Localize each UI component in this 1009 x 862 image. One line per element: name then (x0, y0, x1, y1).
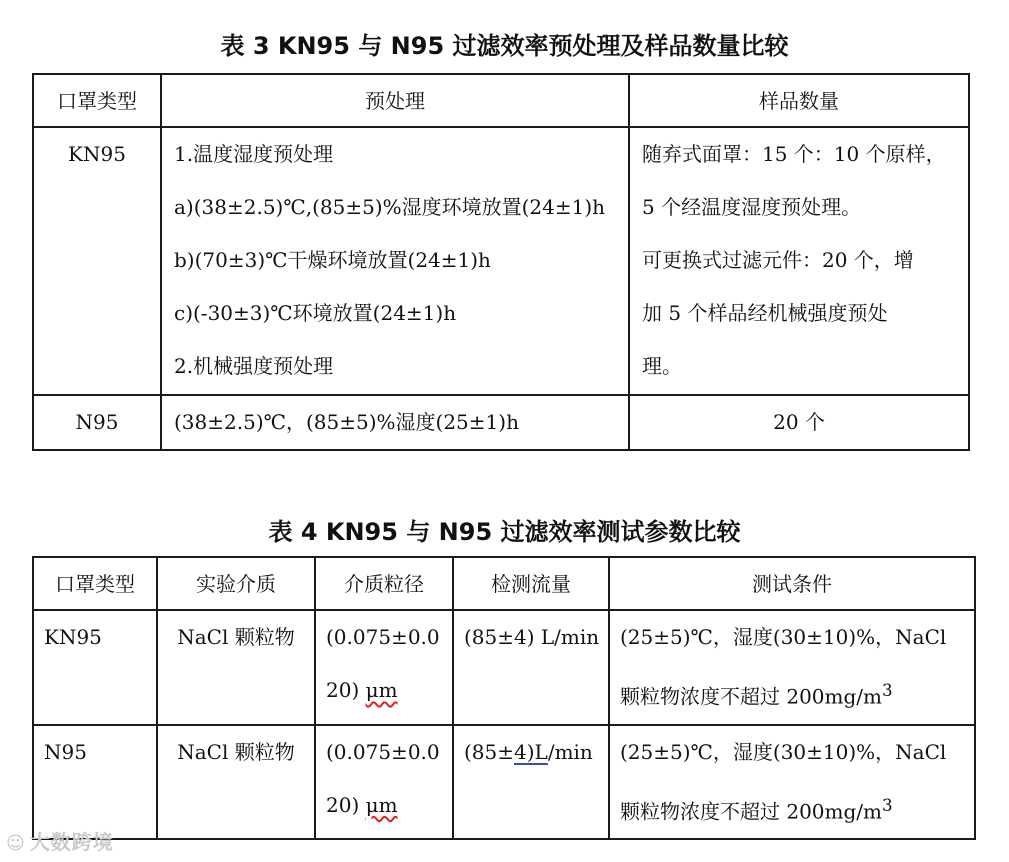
size-prefix: 20) (326, 678, 366, 702)
text-line: 2.机械强度预处理 (174, 354, 334, 378)
table-row (33, 395, 969, 450)
t4-kn95-medium: NaCl 颗粒物 (157, 610, 315, 725)
table4-title: 表 4 KN95 与 N95 过滤效率测试参数比较 (268, 518, 741, 546)
table4-header-row (33, 557, 975, 610)
text-line: 理。 (642, 354, 682, 378)
t3-n95-type: N95 (33, 395, 161, 450)
text-line (620, 664, 974, 724)
flow-prefix: (85±4) L/min (464, 625, 600, 649)
text-line: b)(70±3)℃干燥环境放置(24±1)h (174, 248, 491, 272)
cond-text: 颗粒物浓度不超过 200mg/m (620, 799, 883, 824)
table-row (33, 610, 975, 725)
t3-header-pretreatment: 预处理 (161, 74, 629, 127)
cond-text: 颗粒物浓度不超过 200mg/m (620, 684, 883, 709)
t3-kn95-type: KN95 (33, 127, 161, 395)
t3-n95-pretreatment: (38±2.5)℃，(85±5)%湿度(25±1)h (161, 395, 629, 450)
flow-prefix: (85± (464, 739, 515, 764)
text-line (326, 779, 452, 832)
t4-n95-flow (453, 725, 609, 840)
t4-header-conditions: 测试条件 (609, 557, 975, 610)
superscript: 3 (882, 681, 893, 700)
size-prefix: 20) (326, 792, 366, 817)
t3-header-samples: 样品数量 (629, 74, 969, 127)
watermark-text: 大数跨境 (29, 830, 114, 854)
text-line: a)(38±2.5)℃,(85±5)%湿度环境放置(24±1)h (174, 195, 606, 219)
text-line: 1.温度湿度预处理 (174, 142, 334, 166)
text-line (620, 779, 974, 839)
table3-header-row (33, 74, 969, 127)
t4-n95-conditions (609, 725, 975, 840)
t4-header-size: 介质粒径 (315, 557, 453, 610)
text-line: (25±5)℃，湿度(30±10)%，NaCl (620, 625, 947, 649)
watermark (6, 826, 114, 855)
t4-kn95-type: KN95 (33, 610, 157, 725)
t3-n95-samples: 20 个 (629, 395, 969, 450)
superscript: 3 (882, 795, 893, 815)
text-line: 加 5 个样品经机械强度预处 (642, 301, 888, 325)
t4-n95-size (315, 725, 453, 840)
t4-n95-medium: NaCl 颗粒物 (157, 725, 315, 840)
t4-header-flow: 检测流量 (453, 557, 609, 610)
text-line: c)(-30±3)℃环境放置(24±1)h (174, 301, 457, 325)
table3 (32, 73, 970, 451)
text-line: 可更换式过滤元件：20 个，增 (642, 248, 914, 272)
table3-title: 表 3 KN95 与 N95 过滤效率预处理及样品数量比较 (220, 32, 789, 60)
text-line: 5 个经温度湿度预处理。 (642, 195, 862, 219)
t4-kn95-conditions (609, 610, 975, 725)
t4-kn95-size (315, 610, 453, 725)
size-unit: μm (365, 792, 398, 817)
flow-suffix: /min (547, 739, 593, 764)
text-line: (0.075±0.0 (326, 625, 440, 649)
text-line (326, 664, 452, 717)
flow-underlined: 4)L (514, 739, 548, 764)
weibo-logo-icon: ☺ (6, 833, 26, 854)
t3-kn95-pretreatment (161, 127, 629, 395)
text-line: 随弃式面罩：15 个：10 个原样， (642, 142, 946, 166)
t4-n95-type: N95 (33, 725, 157, 840)
t3-kn95-samples (629, 127, 969, 395)
t3-header-type: 口罩类型 (33, 74, 161, 127)
table-row (33, 127, 969, 395)
table-row (33, 725, 975, 840)
t4-header-medium: 实验介质 (157, 557, 315, 610)
t4-header-type: 口罩类型 (33, 557, 157, 610)
size-unit: μm (365, 678, 398, 702)
text-line: (25±5)℃，湿度(30±10)%，NaCl (620, 739, 947, 764)
t4-kn95-flow (453, 610, 609, 725)
table4 (32, 556, 976, 840)
text-line: (0.075±0.0 (326, 739, 440, 764)
